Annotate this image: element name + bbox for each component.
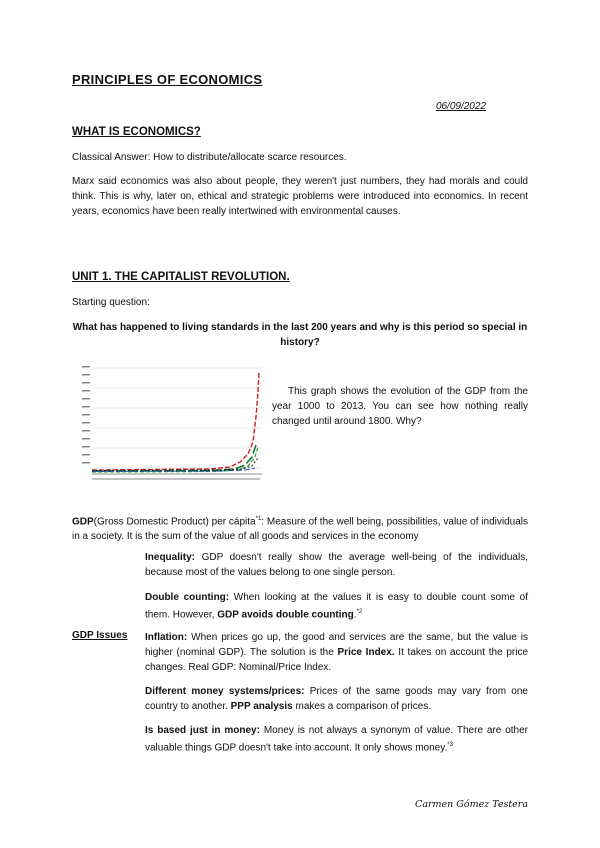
footnote-ref-3: *3 <box>447 742 453 748</box>
series-red <box>92 372 259 470</box>
document-title: PRINCIPLES OF ECONOMICS <box>72 72 263 87</box>
issue-bold: PPP analysis <box>230 701 293 712</box>
issue-inequality <box>145 550 528 580</box>
gdp-history-chart <box>80 362 268 486</box>
author-signature: Carmen Gómez Testera <box>415 799 528 810</box>
starting-question: What has happened to living standards in the last 200 years and why is this period so special in history? <box>72 322 528 348</box>
issue-inflation <box>145 630 528 675</box>
issue-based-on-money <box>145 723 528 755</box>
gdp-definition <box>72 512 528 544</box>
gdp-definition-text: : Measure of the well being, possibilities, value of individuals in a society. It is the sum of the value of all goods and services in the economy <box>72 516 529 543</box>
issue-money-systems <box>145 684 528 714</box>
footnote-ref-1: *1 <box>255 516 262 522</box>
gdp-issues-label: GDP Issues <box>72 630 128 641</box>
issue-bold: GDP avoids double counting <box>217 609 354 621</box>
issue-double-counting <box>145 590 528 622</box>
issue-text: It takes on account the price changes. Real GDP: Nominal/Price Index. <box>145 647 529 673</box>
chart-axis-ticks <box>82 366 90 464</box>
issue-label: Different money systems/prices: <box>145 686 305 697</box>
issue-label: Inflation: <box>145 632 188 643</box>
issue-label: Double counting: <box>145 592 230 603</box>
issue-text: GDP doesn't really show the average well-being of the individuals, because most of the values belong to one single person. <box>145 552 528 578</box>
gdp-full-name: (Gross Domestic Product) per cápita <box>93 516 256 528</box>
issue-label: Is based just in money: <box>145 725 260 736</box>
issue-text: makes a comparison of prices. <box>292 701 432 712</box>
document-date: 06/09/2022 <box>435 101 486 112</box>
series-black <box>92 458 258 471</box>
issue-label: Inequality: <box>145 552 196 563</box>
gdp-term: GDP <box>72 516 94 528</box>
footnote-ref-2: *2 <box>356 609 363 615</box>
issue-text: When looking at the values it is easy to double count some of them. However, <box>145 592 528 621</box>
classical-answer-paragraph: Classical Answer: How to distribute/allocate scarce resources. <box>72 152 347 163</box>
issue-text: Prices of the same goods may vary from one country to another. <box>145 686 528 712</box>
unit1-heading: UNIT 1. THE CAPITALIST REVOLUTION. <box>72 271 290 283</box>
marx-paragraph: Marx said economics was also about people, they weren't just numbers, they had morals and could think. This is why, later on, ethical and strategic problems were introduced into economics. In recent years, economics have been really intertwined with environmental causes. <box>72 176 528 217</box>
chart-gridlines <box>92 368 262 468</box>
issue-text: . <box>353 609 357 621</box>
starting-question-label: Starting question: <box>72 297 150 308</box>
issue-text: Money is not always a synonym of value. There are other valuable things GDP doesn't take into account. It only shows money. <box>145 725 528 754</box>
issue-text: When prices go up, the good and services are the same, but the value is higher (nominal GDP). The solution is the <box>145 632 528 658</box>
chart-x-ticks <box>92 478 260 480</box>
issue-bold: Price Index. <box>337 647 395 658</box>
section-heading-what-is-economics: WHAT IS ECONOMICS? <box>72 126 201 138</box>
graph-description: This graph shows the evolution of the GDP from the year 1000 to 2013. You can see how nothing really changed until around 1800. Why? <box>272 386 528 427</box>
